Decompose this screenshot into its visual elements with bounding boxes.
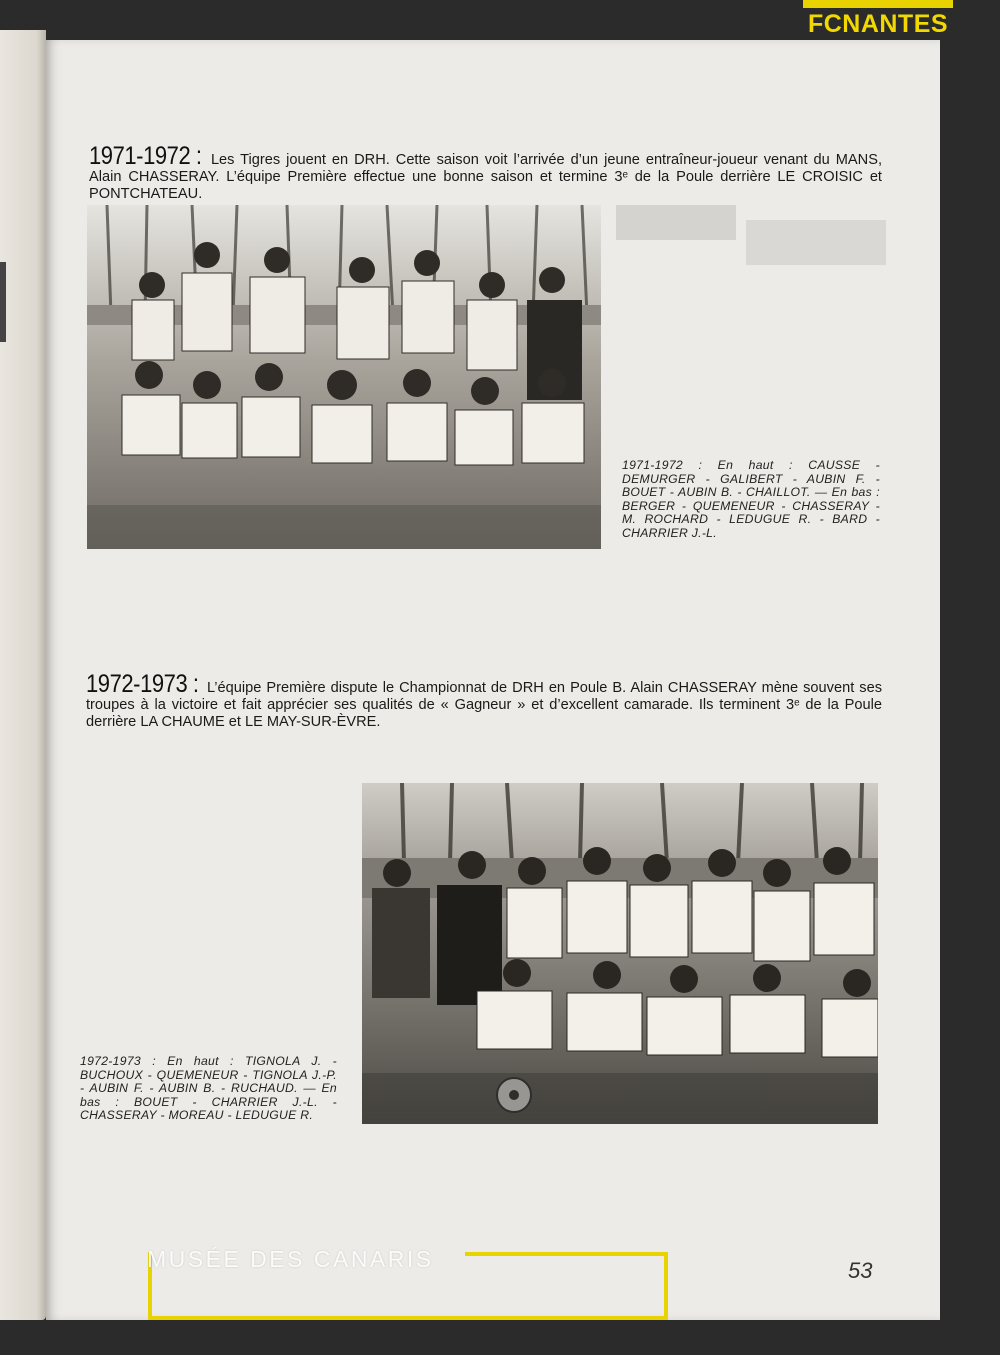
footer-frame-top [465,1252,664,1256]
page-number: 53 [848,1258,873,1283]
team-photo-1971 [87,205,601,549]
bleed-through-decoration [606,200,896,280]
caption-1971: 1971-1972 : En haut : CAUSSE - DEMURGER - GALIBERT - AUBIN F. - BOUET - AUBIN B. - CHAILLOT. — En bas : BERGER - QUEMENEUR - CHASSERAY - M. ROCHARD - LEDUGUE R. - BARD -CHARRIER J.-L. [622,458,880,540]
team-photo-1972 [362,783,878,1124]
section-1972-text [86,670,882,731]
section-body: L’équipe Première dispute le Championnat de DRH en Poule B. Alain CHASSERAY mène souvent ses troupes à la victoire et fait apprécier ses qualités de « Gagneur » et d’excellent camarade. Ils terminent 3ᵉ de la Poule derrière LA CHAUME et LE MAY-SUR-ÈVRE. [86,680,882,730]
previous-page-edge [0,30,46,1320]
caption-1972: 1972-1973 : En haut : TIGNOLA J. - BUCHOUX - QUEMENEUR - TIGNOLA J.-P. - AUBIN F. - AUBIN B. - RUCHAUD. — En bas : BOUET - CHARRIER J.-L. - CHASSERAY - MOREAU - LEDUGUE R. [80,1054,337,1123]
museum-title: MUSÉE DES CANARIS [147,1246,434,1272]
brand-accent-bar [803,0,953,8]
page [46,40,940,1320]
section-year: 1972-1973 : [86,670,199,698]
section-1971-text [89,142,882,203]
previous-page-photo-edge [0,262,6,342]
section-year: 1971-1972 : [89,142,202,170]
brand-logo: FCNANTES [807,10,949,38]
section-body: Les Tigres jouent en DRH. Cette saison voit l’arrivée d’un jeune entraîneur-joueur venant du MANS, Alain CHASSERAY. L’équipe Première effectue une bonne saison et termine 3ᵉ de la Poule derrière LE CROISIC et PONTCHATEAU. [89,152,882,202]
